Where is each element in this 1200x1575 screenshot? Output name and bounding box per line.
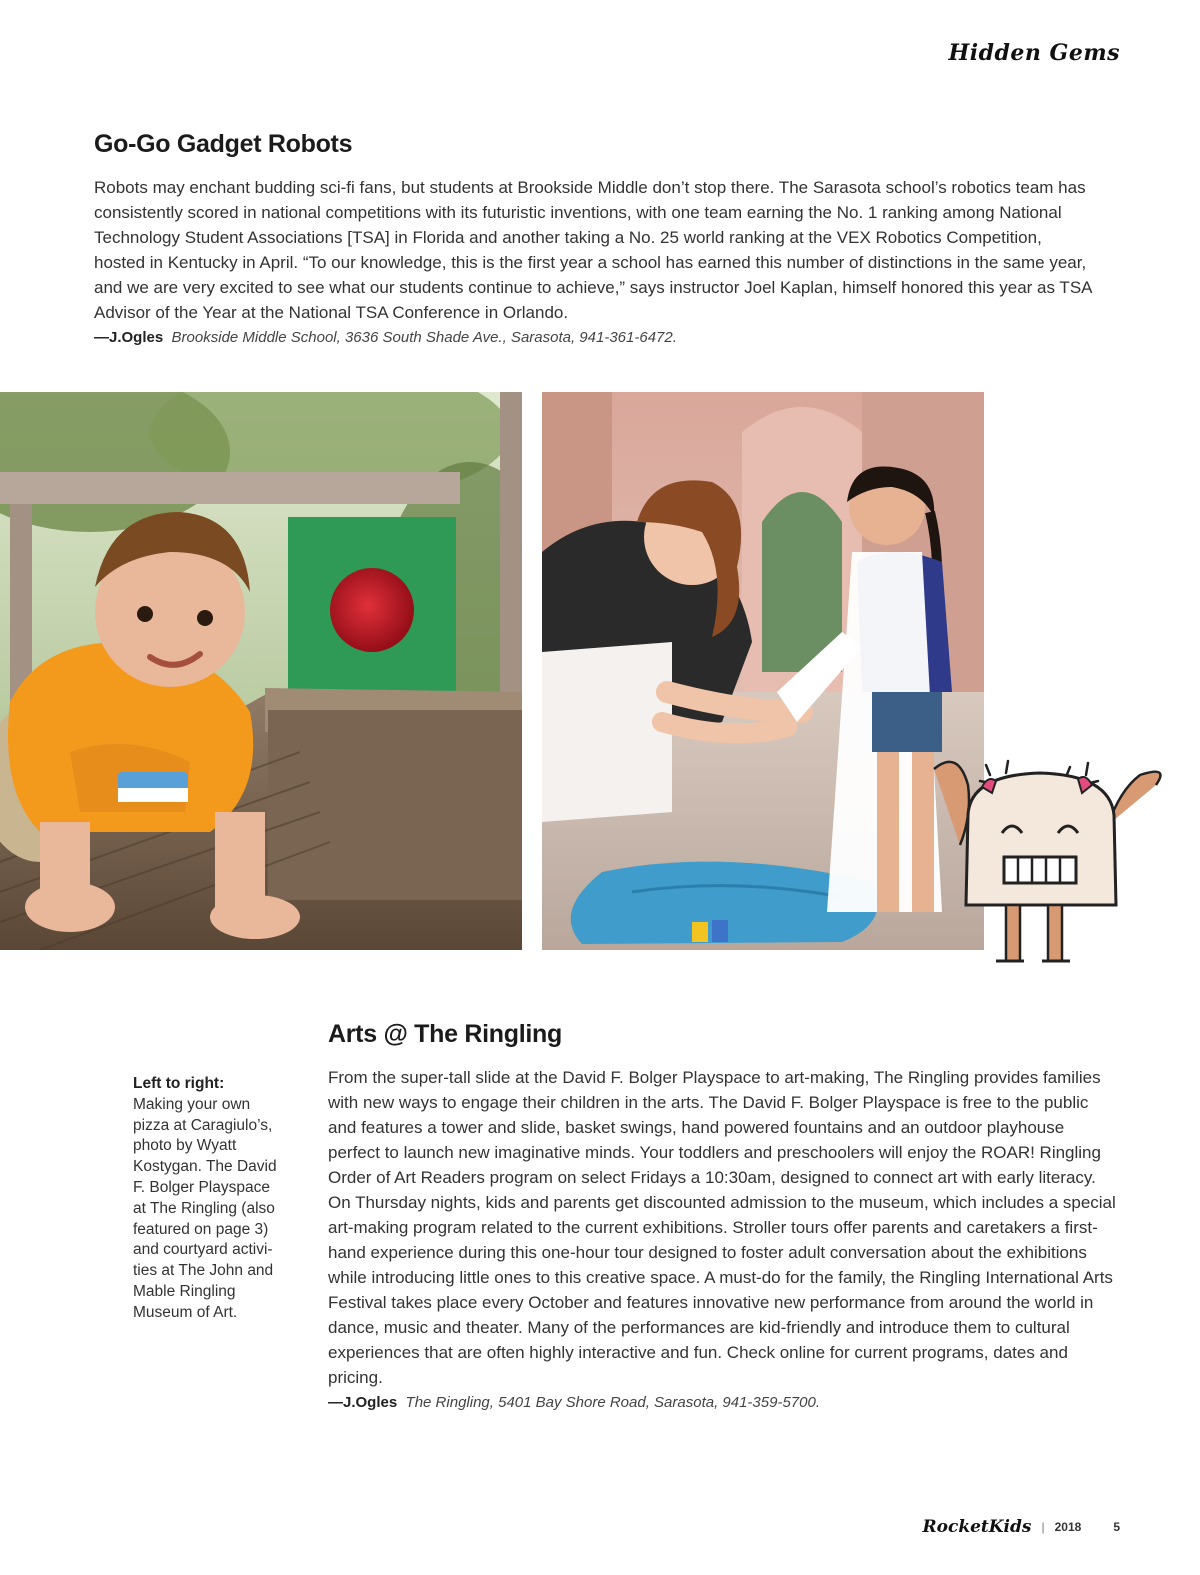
byline-location: Brookside Middle School, 3636 South Shade Ave., Sarasota, 941-361-6472. — [171, 329, 677, 346]
photo-courtyard-illustration — [542, 392, 984, 950]
section-tag: Hidden Gems — [948, 40, 1120, 66]
article-body: From the super-tall slide at the David F. Bolger Playspace to art-making, The Ringling provides families with new ways to engage their children in the arts. The David F. Bolger Playspace is free to the public and features a tower and slide, basket swings, hand powered fountains and an outdoor playhouse perfect to launch new imaginative minds. Your toddlers and preschoolers will enjoy the ROAR! Ringling Order of Art Readers program on select Fridays a 10:30am, designed to connect art with early literacy. On Thursday nights, kids and parents get discounted admission to the museum, which includes a special art-making program related to the current exhibitions. Stroller tours offer parents and caretakers a first-hand experience during this one-hour tour designed to foster adult conversation about the exhibitions while introducing little ones to this creative space. A must-do for the family, the Ringling International Arts Festival takes place every October and features innovative new performance from around the world in dance, music and theater. Many of the performances are kid-friendly and introduce them to cultural experiences that are often highly interactive and fun. Check online for current programs, dates and pricing. — [328, 1068, 1116, 1387]
photo-courtyard-activities — [542, 392, 984, 950]
photo-toddler-playspace — [0, 392, 522, 950]
footer-brand: RocketKids — [922, 1517, 1032, 1537]
byline — [94, 327, 1094, 349]
photo-caption — [133, 1074, 283, 1324]
caption-body: Making your own pizza at Caragiulo’s, photo by Wyatt Kostygan. The David F. Bolger Playspace at The Ringling (also featured on page 3) and courtyard activi-ties at The John and Mable Ringling Museum of Art. — [133, 1095, 277, 1321]
article-body: Robots may enchant budding sci-fi fans, but students at Brookside Middle don’t stop there. The Sarasota school’s robotics team has consistently scored in national competitions with its futuristic inventions, with one team earning the No. 1 ranking among National Technology Student Associations [TSA] in Florida and another taking a No. 25 world ranking at the VEX Robotics Competition, hosted in Kentucky in April. “To our knowledge, this is the first year a school has earned this number of distinctions in the same year, and we are very excited to see what our students continue to achieve,” says instructor Joel Kaplan, himself honored this year as TSA Advisor of the Year at the National TSA Conference in Orlando. — [94, 178, 1092, 322]
article-title: Go-Go Gadget Robots — [94, 130, 353, 158]
footer-year: 2018 — [1054, 1520, 1082, 1534]
article-ringling — [328, 1020, 1118, 1414]
photo-toddler-illustration — [0, 392, 522, 950]
article-title: Arts @ The Ringling — [328, 1020, 562, 1048]
byline-author: —J.Ogles — [328, 1394, 398, 1411]
footer-separator: | — [1041, 1520, 1045, 1534]
byline-author: —J.Ogles — [94, 329, 164, 346]
page-number: 5 — [1113, 1520, 1120, 1534]
caption-head: Left to right: — [133, 1075, 225, 1092]
byline — [328, 1392, 1118, 1414]
byline-location: The Ringling, 5401 Bay Shore Road, Sarasota, 941-359-5700. — [405, 1394, 820, 1411]
robot-mascot-icon — [920, 755, 1170, 970]
page-footer — [923, 1517, 1120, 1537]
article-robots — [94, 130, 1094, 349]
